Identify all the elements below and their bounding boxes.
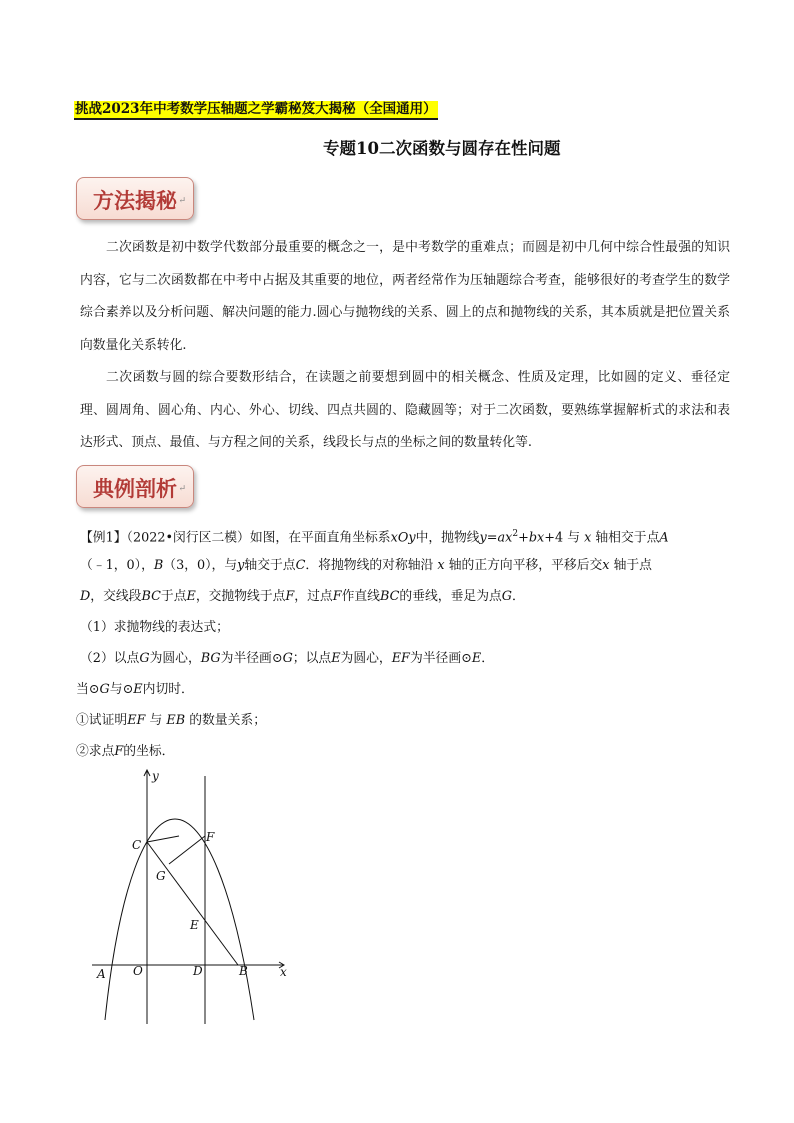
label-d: D: [193, 964, 203, 978]
example-problem: [76, 519, 730, 767]
question-2: （2）以点G为圆心，BG为半径画⊙G；以点E为圆心，EF为半径画⊙E．: [80, 651, 495, 666]
problem-line-3: D，交线段BC于点E，交抛物线于点F，过点F作直线BC的垂线，垂足为点G．: [80, 589, 525, 604]
problem-line-1: 【例1】（2022•闵行区二模）如图，在平面直角坐标系xOy中，抛物线$y=ax^2+bx+4$ 与 x 轴相交于点A: [80, 529, 669, 546]
method-heading: 方法揭秘: [93, 189, 177, 213]
parabola-curve: [105, 819, 254, 1020]
segment-fg: [169, 836, 205, 864]
method-paragraph-2: 二次函数与圆的综合要数形结合，在读题之前要想到圆中的相关概念、性质及定理，比如圆的定义、垂径定理、圆周角、圆心角、内心、外心、切线、四点共圆的、隐藏圆等；对于二次函数，要熟练掌握解析式的求法和表达形式、顶点、最值、与方程之间的关系，线段长与点的坐标之间的数量转化等.: [80, 370, 730, 450]
segment-cf: [147, 836, 179, 842]
label-a: A: [97, 967, 106, 981]
method-section-tag: [76, 177, 194, 220]
label-f: F: [206, 830, 215, 844]
label-o: O: [133, 964, 143, 978]
subquestion-2: ②求点F的坐标．: [76, 744, 175, 759]
label-g: G: [156, 869, 166, 883]
question-1: （1）求抛物线的表达式；: [80, 620, 229, 635]
label-e: E: [190, 918, 199, 932]
topic-title: 专题10二次函数与圆存在性问题: [323, 139, 561, 158]
label-c: C: [132, 838, 142, 852]
condition-line: 当⊙G与⊙E内切时．: [76, 682, 194, 697]
label-b: B: [239, 964, 248, 978]
example-section-tag: [76, 465, 194, 508]
method-paragraph-1: 二次函数是初中数学代数部分最重要的概念之一，是中考数学的重难点；而圆是初中几何中综合性最强的知识内容，它与二次函数都在中考中占据及其重要的地位，两者经常作为压轴题综合考查，能够很好的考查学生的数学综合素养以及分析问题、解决问题的能力.圆心与抛物线的关系、圆上的点和抛物线的关系，其本质就是把位置关系向数量化关系转化.: [80, 240, 730, 353]
label-y: y: [152, 769, 159, 783]
subquestion-1: ①试证明EF 与 EB 的数量关系；: [76, 713, 266, 728]
paragraph-mark-icon: ↵: [178, 196, 186, 206]
label-x: x: [280, 965, 287, 979]
method-text: [80, 232, 730, 460]
problem-line-2: （﹣1，0），B（3，0），与y轴交于点C．将抛物线的对称轴沿 x 轴的正方向平移，平移后交x 轴于点: [80, 558, 652, 573]
paragraph-mark-icon: ↵: [178, 484, 186, 494]
example-heading: 典例剖析: [93, 477, 177, 501]
parabola-figure: [88, 768, 303, 1030]
series-banner: 挑战2023年中考数学压轴题之学霸秘笈大揭秘（全国通用）: [74, 101, 438, 120]
segment-bc: [147, 842, 238, 965]
